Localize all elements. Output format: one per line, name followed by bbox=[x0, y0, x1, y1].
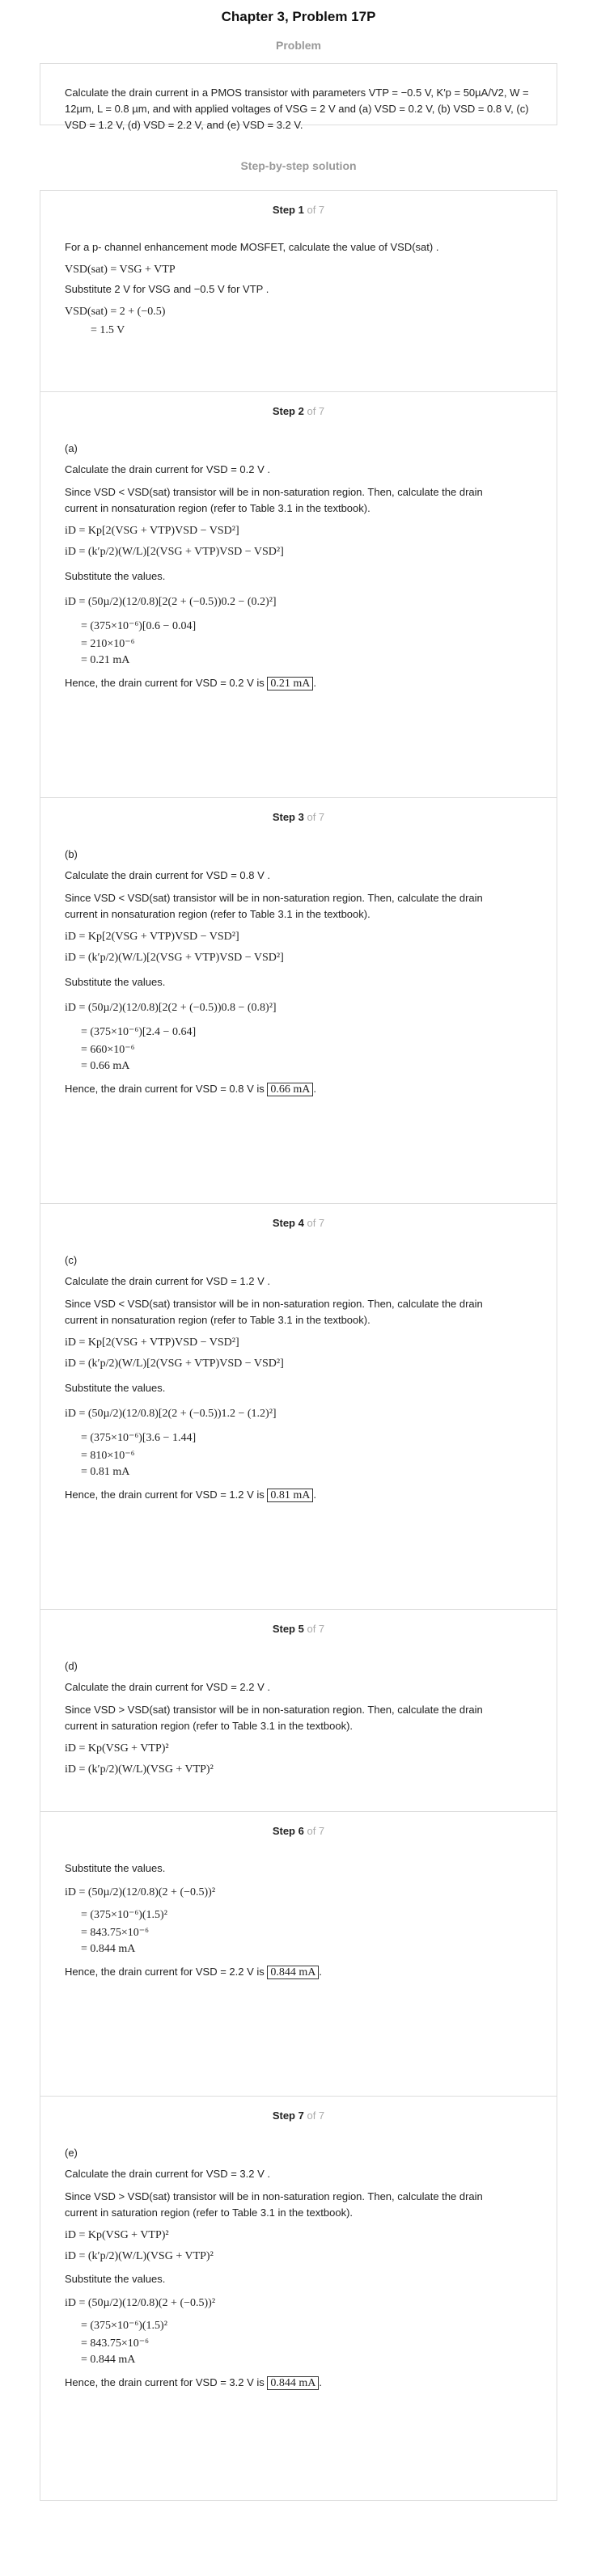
step-7 bbox=[40, 2096, 557, 2500]
text-line: Since VSD > VSD(sat) transistor will be in non-saturation region. Then, calculate the drain bbox=[65, 1704, 483, 1716]
text-line: Calculate the drain current for VSD = 2.2 V . bbox=[65, 1681, 270, 1693]
step-header bbox=[65, 392, 532, 417]
equation: iD = Kp[2(VSG + VTP)VSD − VSD²] bbox=[65, 931, 239, 943]
equation: = 843.75×10⁻⁶ bbox=[81, 2337, 150, 2350]
equation: = (375×10⁻⁶)[2.4 − 0.64] bbox=[81, 1026, 197, 1038]
page-title: Chapter 3, Problem 17P bbox=[221, 9, 376, 24]
step-6 bbox=[40, 1811, 557, 2096]
text-line: current in saturation region (refer to Table 3.1 in the textbook). bbox=[65, 1720, 354, 1732]
conclusion: Hence, the drain current for VSD = 0.8 V is 0.66 mA . bbox=[65, 1083, 317, 1096]
step-label: Step 2 bbox=[272, 405, 304, 417]
conclusion: Hence, the drain current for VSD = 2.2 V is 0.844 mA . bbox=[65, 1966, 323, 1978]
conclusion: Hence, the drain current for VSD = 0.2 V is 0.21 mA . bbox=[65, 677, 317, 690]
text-line: Substitute the values. bbox=[65, 1382, 166, 1394]
equation: = (375×10⁻⁶)(1.5)² bbox=[81, 1909, 167, 1921]
text-line: Since VSD < VSD(sat) transistor will be in non-saturation region. Then, calculate the drain bbox=[65, 892, 483, 904]
step-5 bbox=[40, 1609, 557, 1811]
equation: = 0.21 mA bbox=[81, 654, 130, 666]
equation: iD = (k′p/2)(W/L)(VSG + VTP)² bbox=[65, 1763, 214, 1776]
equation: = (375×10⁻⁶)(1.5)² bbox=[81, 2320, 167, 2332]
equation: iD = Kp[2(VSG + VTP)VSD − VSD²] bbox=[65, 1337, 239, 1349]
text-line: Substitute the values. bbox=[65, 570, 166, 582]
problem-text: Calculate the drain current in a PMOS transistor with parameters VTP = −0.5 V, K′p = 50µA/V2, W = 12µm, L = 0.8 µm, and with applied voltages of VSG = 2 V and (a) VSD = 0.2 V, (b) VSD = 0.8 V, (c) VSD = 1.2 V, (d) VSD = 2.2 V, and (e) VSD = 3.2 V. bbox=[65, 87, 529, 131]
part-label: (d) bbox=[65, 1660, 78, 1672]
text-line: Calculate the drain current for VSD = 1.2 V . bbox=[65, 1275, 270, 1287]
answer-box: 0.81 mA bbox=[267, 1489, 313, 1502]
text-line: current in nonsaturation region (refer to Table 3.1 in the textbook). bbox=[65, 502, 370, 514]
step-of: of 7 bbox=[307, 1217, 325, 1229]
step-2 bbox=[40, 391, 557, 797]
step-header bbox=[65, 1812, 532, 1837]
equation: = 0.844 mA bbox=[81, 2354, 136, 2366]
step-label: Step 1 bbox=[272, 204, 304, 216]
step-header bbox=[65, 1610, 532, 1635]
equation: iD = (50µ/2)(12/0.8)[2(2 + (−0.5))0.2 − (0.2)²] bbox=[65, 596, 277, 608]
text-line: Since VSD < VSD(sat) transistor will be in non-saturation region. Then, calculate the drain bbox=[65, 486, 483, 498]
step-label: Step 4 bbox=[272, 1217, 304, 1229]
conclusion-text: Hence, the drain current for VSD = 0.8 V is bbox=[65, 1083, 265, 1095]
text-line: Calculate the drain current for VSD = 0.2 V . bbox=[65, 463, 270, 475]
equation: = 1.5 V bbox=[91, 324, 125, 336]
equation: = 0.66 mA bbox=[81, 1060, 130, 1072]
step-of: of 7 bbox=[307, 1623, 325, 1635]
equation: iD = Kp(VSG + VTP)² bbox=[65, 1742, 169, 1755]
equation: VSD(sat) = VSG + VTP bbox=[65, 264, 176, 276]
text-line: Substitute the values. bbox=[65, 976, 166, 988]
equation: iD = Kp[2(VSG + VTP)VSD − VSD²] bbox=[65, 525, 239, 537]
text-line: current in nonsaturation region (refer to Table 3.1 in the textbook). bbox=[65, 908, 370, 920]
solution-heading: Step-by-step solution bbox=[240, 159, 357, 172]
answer-box: 0.21 mA bbox=[267, 677, 313, 690]
equation: iD = (50µ/2)(12/0.8)(2 + (−0.5))² bbox=[65, 1886, 216, 1898]
text-line: Substitute the values. bbox=[65, 2273, 166, 2285]
equation: = 0.81 mA bbox=[81, 1466, 130, 1478]
equation: iD = Kp(VSG + VTP)² bbox=[65, 2229, 169, 2241]
text-line: Since VSD < VSD(sat) transistor will be in non-saturation region. Then, calculate the drain bbox=[65, 1298, 483, 1310]
text-line: Calculate the drain current for VSD = 0.8 V . bbox=[65, 869, 270, 881]
equation: iD = (k′p/2)(W/L)(VSG + VTP)² bbox=[65, 2250, 214, 2262]
step-header bbox=[65, 1204, 532, 1229]
step-of: of 7 bbox=[307, 1825, 325, 1837]
conclusion-text: Hence, the drain current for VSD = 3.2 V is bbox=[65, 2376, 265, 2388]
equation: = (375×10⁻⁶)[3.6 − 1.44] bbox=[81, 1432, 197, 1444]
equation: iD = (50µ/2)(12/0.8)[2(2 + (−0.5))0.8 − (0.8)²] bbox=[65, 1002, 277, 1014]
equation: iD = (k′p/2)(W/L)[2(VSG + VTP)VSD − VSD²] bbox=[65, 1358, 284, 1370]
equation: iD = (50µ/2)(12/0.8)(2 + (−0.5))² bbox=[65, 2297, 216, 2309]
equation: = 660×10⁻⁶ bbox=[81, 1044, 135, 1056]
step-label: Step 3 bbox=[272, 811, 304, 823]
step-header bbox=[65, 191, 532, 216]
equation: iD = (50µ/2)(12/0.8)[2(2 + (−0.5))1.2 − (1.2)²] bbox=[65, 1408, 277, 1420]
conclusion-text: Hence, the drain current for VSD = 1.2 V is bbox=[65, 1489, 265, 1501]
step-of: of 7 bbox=[307, 811, 325, 823]
equation: = 210×10⁻⁶ bbox=[81, 638, 135, 650]
equation: iD = (k′p/2)(W/L)[2(VSG + VTP)VSD − VSD²] bbox=[65, 952, 284, 964]
text-line: Substitute 2 V for VSG and −0.5 V for VTP . bbox=[65, 283, 269, 295]
step-of: of 7 bbox=[307, 204, 325, 216]
step-1 bbox=[40, 191, 557, 391]
conclusion: Hence, the drain current for VSD = 3.2 V is 0.844 mA . bbox=[65, 2376, 323, 2389]
part-label: (b) bbox=[65, 848, 78, 860]
answer-box: 0.66 mA bbox=[267, 1083, 313, 1096]
conclusion-text: Hence, the drain current for VSD = 2.2 V is bbox=[65, 1966, 265, 1978]
part-label: (e) bbox=[65, 2147, 78, 2159]
problem-box bbox=[40, 63, 557, 131]
text-line: Calculate the drain current for VSD = 3.2 V . bbox=[65, 2168, 270, 2180]
steps-container bbox=[40, 190, 557, 2501]
step-label: Step 6 bbox=[272, 1825, 304, 1837]
text-line: Since VSD > VSD(sat) transistor will be in non-saturation region. Then, calculate the drain bbox=[65, 2190, 483, 2202]
step-of: of 7 bbox=[307, 2109, 325, 2122]
text-line: For a p- channel enhancement mode MOSFET, calculate the value of VSD(sat) . bbox=[65, 241, 439, 253]
step-header bbox=[65, 2097, 532, 2122]
problem-heading: Problem bbox=[275, 39, 321, 52]
step-label: Step 5 bbox=[272, 1623, 304, 1635]
conclusion: Hence, the drain current for VSD = 1.2 V is 0.81 mA . bbox=[65, 1489, 317, 1501]
answer-box: 0.844 mA bbox=[267, 1966, 319, 1979]
conclusion-text: Hence, the drain current for VSD = 0.2 V is bbox=[65, 677, 265, 689]
equation: = 810×10⁻⁶ bbox=[81, 1450, 135, 1462]
step-4 bbox=[40, 1203, 557, 1609]
part-label: (a) bbox=[65, 442, 78, 454]
step-of: of 7 bbox=[307, 405, 325, 417]
step-3 bbox=[40, 797, 557, 1203]
step-header bbox=[65, 798, 532, 823]
equation: = (375×10⁻⁶)[0.6 − 0.04] bbox=[81, 620, 197, 632]
equation: iD = (k′p/2)(W/L)[2(VSG + VTP)VSD − VSD²] bbox=[65, 546, 284, 558]
text-line: Substitute the values. bbox=[65, 1862, 166, 1874]
equation: = 843.75×10⁻⁶ bbox=[81, 1927, 150, 1939]
equation: VSD(sat) = 2 + (−0.5) bbox=[65, 306, 166, 318]
step-label: Step 7 bbox=[272, 2109, 304, 2122]
answer-box: 0.844 mA bbox=[267, 2376, 319, 2390]
text-line: current in saturation region (refer to Table 3.1 in the textbook). bbox=[65, 2206, 354, 2219]
equation: = 0.844 mA bbox=[81, 1943, 136, 1955]
text-line: current in nonsaturation region (refer to Table 3.1 in the textbook). bbox=[65, 1314, 370, 1326]
part-label: (c) bbox=[65, 1254, 78, 1266]
